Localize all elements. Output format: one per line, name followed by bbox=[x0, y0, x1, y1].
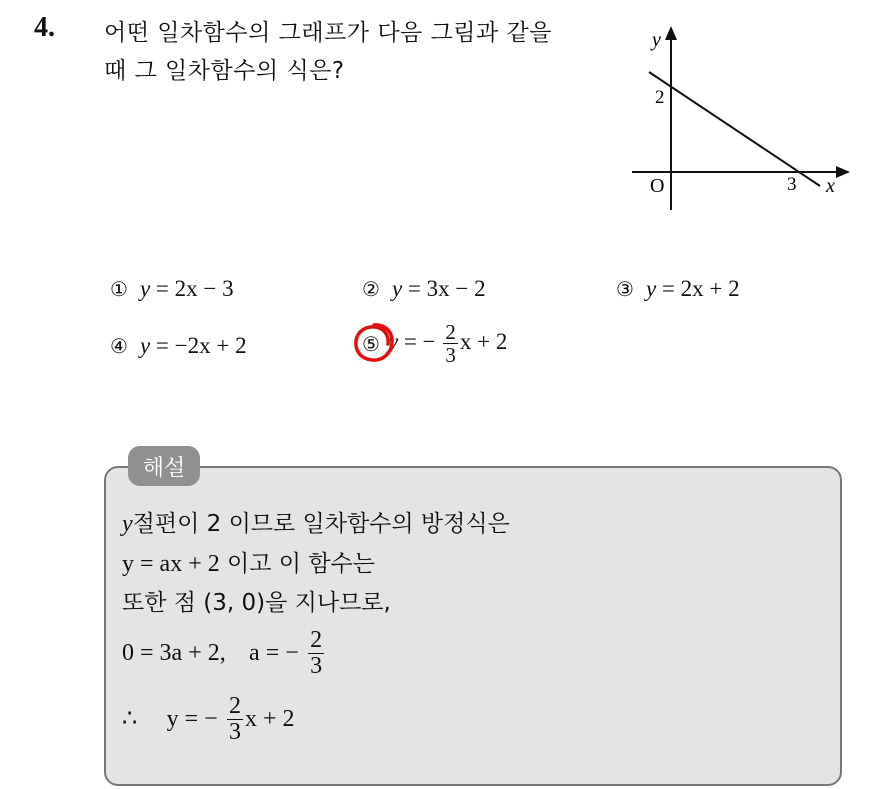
function-line bbox=[649, 72, 820, 186]
red-answer-mark-icon bbox=[352, 321, 399, 365]
y-axis-label: y bbox=[652, 29, 661, 51]
option-5[interactable] bbox=[362, 321, 507, 366]
fraction-numerator: 2 bbox=[445, 320, 456, 344]
question-text-line1: 어떤 일차함수의 그래프가 다음 그림과 같을 bbox=[104, 20, 552, 46]
option-lhs: y bbox=[139, 333, 151, 358]
option-lhs: y bbox=[645, 276, 657, 301]
option-rhs: = 2x − 3 bbox=[155, 276, 234, 301]
fraction bbox=[227, 694, 243, 745]
fraction-denominator: 3 bbox=[310, 653, 323, 680]
option-1[interactable] bbox=[110, 276, 234, 302]
option-lhs: y bbox=[139, 276, 151, 301]
explanation-line4 bbox=[122, 628, 326, 679]
option-rhs-suffix: x + 2 bbox=[459, 328, 508, 354]
x-axis-label: x bbox=[826, 175, 835, 197]
y-intercept-label: 2 bbox=[655, 87, 665, 108]
fraction-numerator: 2 bbox=[310, 627, 323, 653]
fraction-denominator: 3 bbox=[228, 719, 241, 746]
question-number: 4. bbox=[34, 12, 55, 43]
fraction-numerator: 2 bbox=[228, 693, 241, 719]
option-lhs: y bbox=[391, 276, 403, 301]
linear-function-graph bbox=[620, 24, 850, 214]
x-axis-arrow-icon bbox=[836, 166, 850, 178]
option-lhs: y bbox=[387, 328, 399, 354]
y-variable: y bbox=[122, 511, 133, 537]
question-text-line2: 때 그 일차함수의 식은? bbox=[104, 58, 345, 84]
explanation-tab: 해설 bbox=[128, 446, 200, 486]
equation-substitution: 0 = 3a + 2, bbox=[122, 640, 226, 667]
explanation-line2-text: 이고 이 함수는 bbox=[219, 551, 375, 577]
explanation-line1 bbox=[122, 505, 510, 538]
option-3[interactable] bbox=[616, 276, 740, 302]
fraction bbox=[443, 321, 458, 366]
x-intercept-label: 3 bbox=[787, 174, 797, 195]
origin-label: O bbox=[650, 175, 665, 197]
explanation-line5 bbox=[122, 694, 295, 745]
option-rhs: = −2x + 2 bbox=[155, 333, 247, 358]
option-number: ③ bbox=[616, 277, 634, 301]
equation-general: y = ax + 2 bbox=[122, 551, 220, 577]
option-number: ① bbox=[110, 277, 128, 301]
explanation-line3: 또한 점 (3, 0)을 지나므로, bbox=[122, 590, 391, 616]
option-rhs: = 3x − 2 bbox=[407, 276, 486, 301]
therefore-symbol: ∴ bbox=[122, 706, 138, 733]
final-equation-suffix: x + 2 bbox=[244, 706, 295, 733]
fraction-denominator: 3 bbox=[445, 343, 456, 368]
final-equation-prefix: y = − bbox=[166, 706, 218, 733]
solution-a-prefix: a = − bbox=[249, 640, 299, 667]
option-4[interactable] bbox=[110, 333, 247, 359]
fraction bbox=[308, 628, 324, 679]
explanation-line2 bbox=[122, 545, 375, 578]
explanation-line1-text: 절편이 2 이므로 일차함수의 방정식은 bbox=[132, 511, 510, 537]
option-2[interactable] bbox=[362, 276, 486, 302]
option-number: ② bbox=[362, 277, 380, 301]
option-number: ⑤ bbox=[362, 331, 380, 356]
y-axis-arrow-icon bbox=[665, 26, 677, 40]
option-number: ④ bbox=[110, 334, 128, 358]
option-rhs: = 2x + 2 bbox=[661, 276, 740, 301]
option-rhs-prefix: = − bbox=[403, 328, 436, 354]
